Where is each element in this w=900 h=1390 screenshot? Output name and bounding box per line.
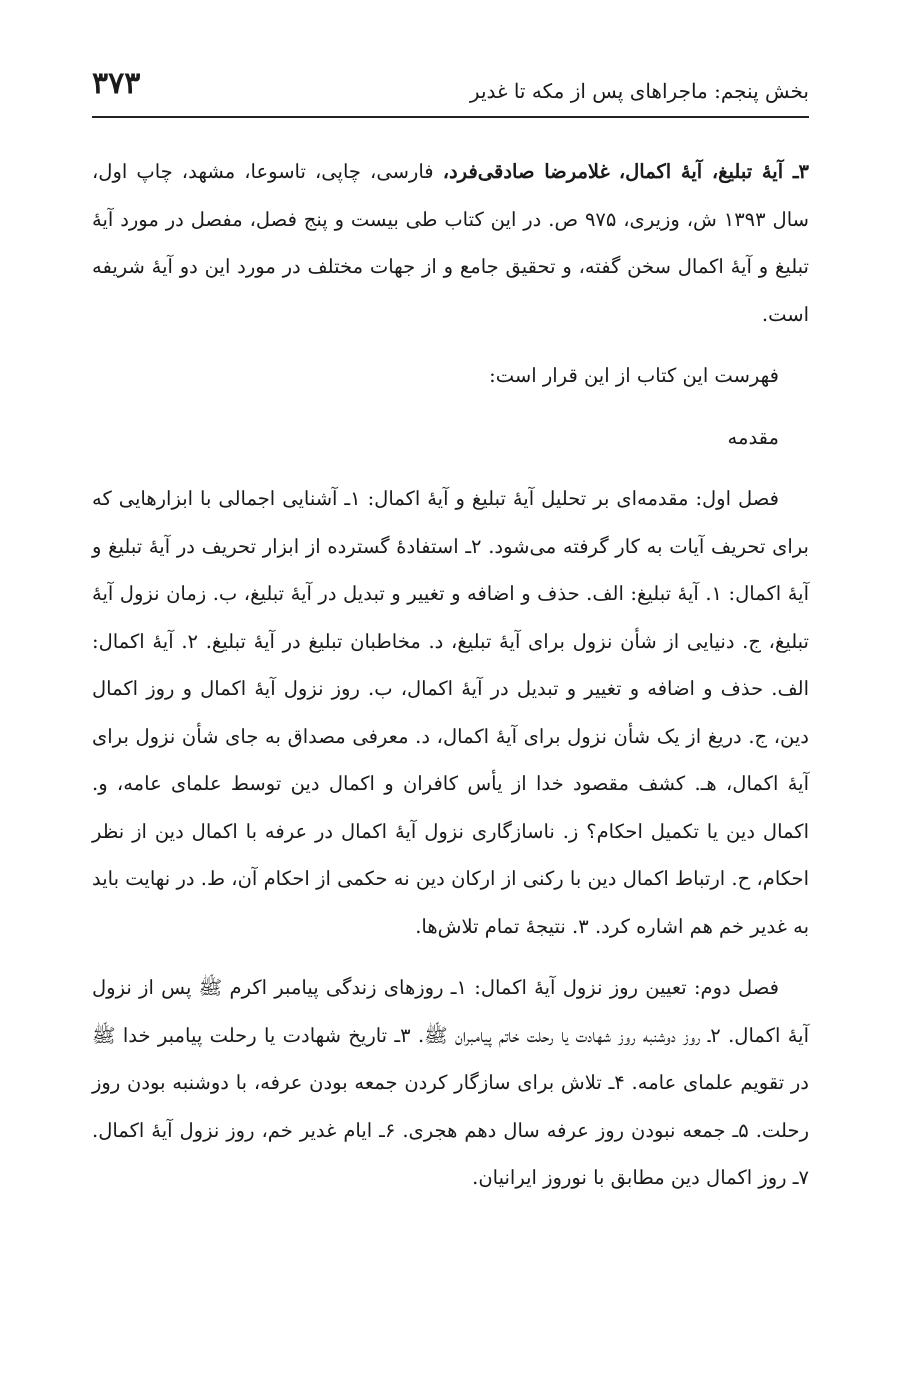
entry-author: غلامرضا صادقی‌فرد، <box>442 160 610 183</box>
chapter-1: فصل اول: مقدمه‌ای بر تحلیل آیۀ تبلیغ و آیۀ اکمال: ۱ـ آشنایی اجمالی با ابزارهایی که برای تحریف آیات به کار گرفته می‌شود. ۲ـ استفادۀ گسترده از ابزار تحریف در آیۀ تبلیغ و آیۀ اکمال: ۱. آیۀ تبلیغ: الف. حذف و اضافه و تغییر و تبدیل در آیۀ تبلیغ، ب. زمان نزول آیۀ تبلیغ، ج. دنیایی از شأن نزول برای آیۀ تبلیغ، د. مخاطبان تبلیغ در آیۀ تبلیغ. ۲. آیۀ اکمال: الف. حذف و اضافه و تغییر و تبدیل در آیۀ اکمال، ب. روز نزول آیۀ اکمال و روز اکمال دین، ج. دریغ از یک شأن نزول برای آیۀ اکمال، د. معرفی مصداق به جای شأن نزول برای آیۀ اکمال، هـ. کشف مقصود خدا از یأس کافران و اکمال دین توسط علمای عامه، و. اکمال دین یا تکمیل احکام؟ ز. ناسازگاری نزول آیۀ اکمال در عرفه با اکمال دین از نظر احکام، ح. ارتباط اکمال دین با رکنی از ارکان دین نه حکمی از احکام آن، ط. در نهایت باید به غدیر خم هم اشاره کرد. ۳. نتیجۀ تمام تلاش‌ها. <box>92 487 809 938</box>
running-header <box>92 0 809 118</box>
toc-intro: فهرست این کتاب از این قرار است: <box>489 364 779 387</box>
book-page <box>92 0 809 1202</box>
chapter-2: فصل دوم: تعیین روز نزول آیۀ اکمال: ۱ـ روزهای زندگی پیامبر اکرم ﷺ پس از نزول آیۀ اکمال. ۲ـ روز دوشنبه روز شهادت یا رحلت خاتم پیامبران ﷺ. ۳ـ تاریخ شهادت یا رحلت پیامبر خدا ﷺ در تقویم علمای عامه. ۴ـ تلاش برای سازگار کردن جمعه بودن عرفه، با دوشنبه بودن روز رحلت. ۵ـ جمعه نبودن روز عرفه سال دهم هجری. ۶ـ ایام غدیر خم، روز نزول آیۀ اکمال. ۷ـ روز اکمال دین مطابق با نوروز ایرانیان. <box>92 976 810 1189</box>
entry-description: فارسی، چاپی، تاسوعا، مشهد، چاپ اول، سال ۱۳۹۳ ش، وزیری، ۹۷۵ ص. در این کتاب طی بیست و پنج فصل، مفصل در مورد آیۀ تبلیغ و آیۀ اکمال سخن گفته، و تحقیق جامع و از جهات مختلف در مورد این دو آیۀ شریفه است. <box>92 160 809 326</box>
entry-title: ۳ـ آیۀ تبلیغ، آیۀ اکمال، <box>618 160 810 183</box>
intro-heading: مقدمه <box>727 425 779 449</box>
section-title: بخش پنجم: ماجراهای پس از مکه تا غدیر <box>469 79 809 103</box>
page-body <box>92 148 809 1202</box>
bibliography-entry <box>92 148 809 338</box>
page-number: ۳۷۳ <box>92 66 141 101</box>
